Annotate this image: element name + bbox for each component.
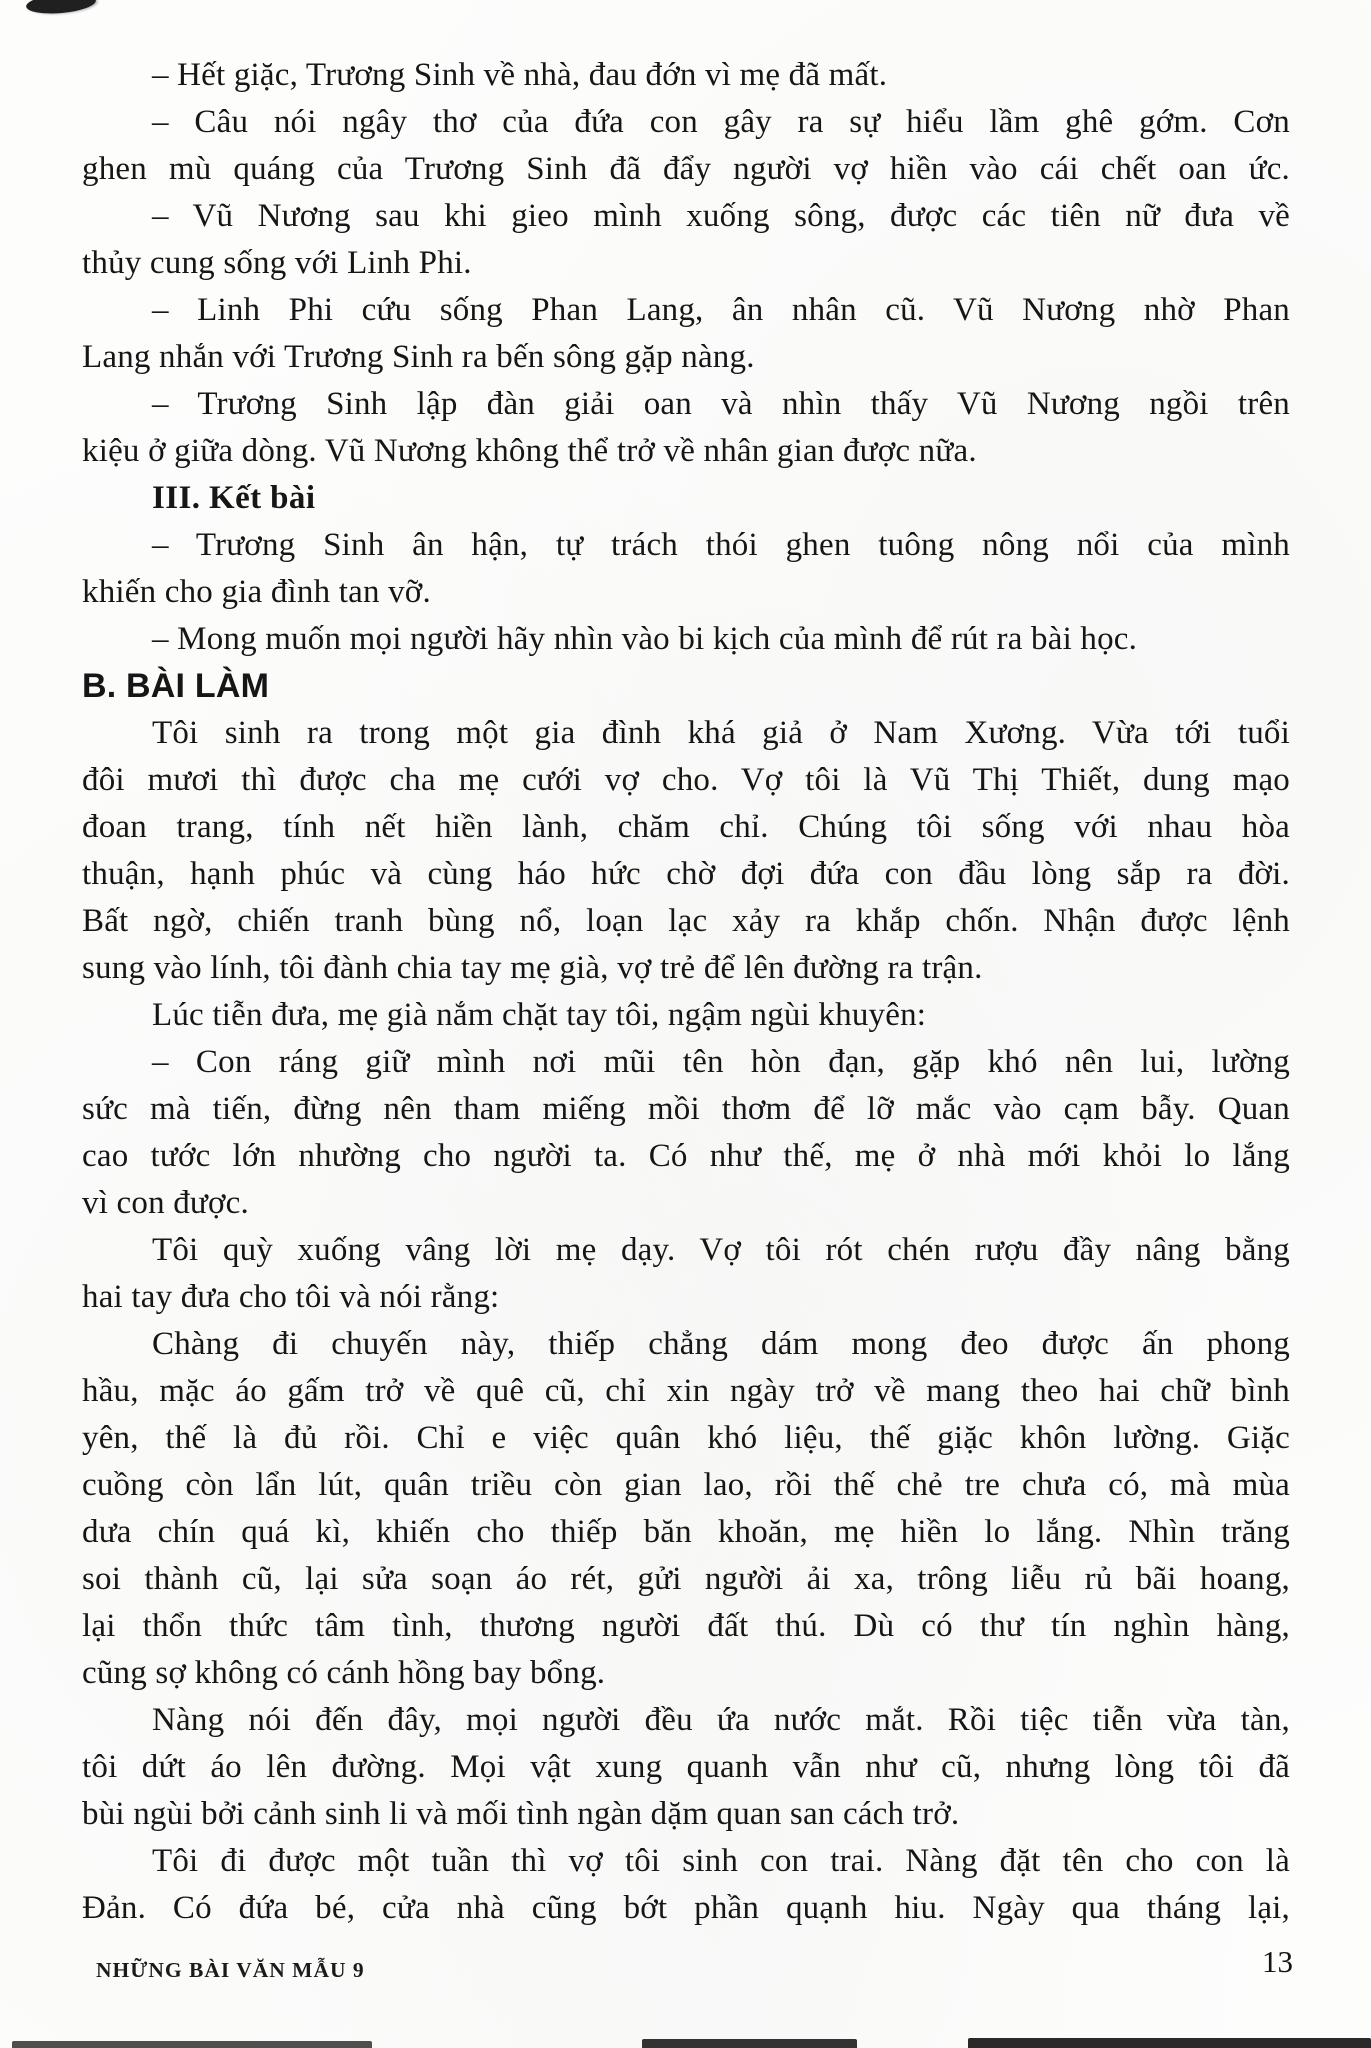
text-line: Chàng đi chuyến này, thiếp chẳng dám mong đeo được ấn phong [152, 1326, 1290, 1362]
page-body-text [82, 52, 1290, 1932]
section-heading: B. BÀI LÀM [82, 667, 270, 705]
text-line: lại thổn thức tâm tình, thương người đất thú. Dù có thư tín nghìn hàng, [82, 1608, 1290, 1644]
text-line: vì con được. [82, 1185, 249, 1221]
text-line: khiến cho gia đình tan vỡ. [82, 574, 431, 610]
section-heading: III. Kết bài [152, 480, 316, 516]
text-line: – Trương Sinh ân hận, tự trách thói ghen tuông nông nổi của mình [152, 527, 1290, 563]
text-line: thuận, hạnh phúc và cùng háo hức chờ đợi đứa con đầu lòng sắp ra đời. [82, 856, 1290, 892]
text-line: đoan trang, tính nết hiền lành, chăm chỉ. Chúng tôi sống với nhau hòa [82, 809, 1290, 845]
text-line: – Mong muốn mọi người hãy nhìn vào bi kịch của mình để rút ra bài học. [152, 621, 1138, 657]
text-line: Nàng nói đến đây, mọi người đều ứa nước mắt. Rồi tiệc tiễn vừa tàn, [152, 1702, 1290, 1738]
text-line: Bất ngờ, chiến tranh bùng nổ, loạn lạc xảy ra khắp chốn. Nhận được lệnh [82, 903, 1290, 939]
text-line: – Vũ Nương sau khi gieo mình xuống sông, được các tiên nữ đưa về [152, 198, 1290, 234]
text-line: tôi dứt áo lên đường. Mọi vật xung quanh vẫn như cũ, nhưng lòng tôi đã [82, 1749, 1290, 1785]
text-line: sức mà tiến, đừng nên tham miếng mồi thơm để lỡ mắc vào cạm bẫy. Quan [82, 1091, 1290, 1127]
text-line: hai tay đưa cho tôi và nói rằng: [82, 1279, 500, 1315]
text-line: soi thành cũ, lại sửa soạn áo rét, gửi người ải xa, trông liễu rủ bãi hoang, [82, 1561, 1290, 1597]
footer-book-title: NHỮNG BÀI VĂN MẪU 9 [96, 1958, 365, 1982]
text-line: sung vào lính, tôi đành chia tay mẹ già, vợ trẻ để lên đường ra trận. [82, 950, 983, 986]
text-line: kiệu ở giữa dòng. Vũ Nương không thể trở về nhân gian được nữa. [82, 433, 977, 469]
text-line: yên, thế là đủ rồi. Chỉ e việc quân khó liệu, thế giặc khôn lường. Giặc [82, 1420, 1290, 1456]
text-line: – Con ráng giữ mình nơi mũi tên hòn đạn, gặp khó nên lui, lường [152, 1044, 1290, 1080]
text-line: Lúc tiễn đưa, mẹ già nắm chặt tay tôi, ngậm ngùi khuyên: [152, 997, 927, 1033]
text-line: Tôi quỳ xuống vâng lời mẹ dạy. Vợ tôi rót chén rượu đầy nâng bằng [152, 1232, 1290, 1268]
text-line: ghen mù quáng của Trương Sinh đã đẩy người vợ hiền vào cái chết oan ức. [82, 151, 1290, 187]
scan-smudge-artifact [25, 0, 96, 16]
text-line: – Hết giặc, Trương Sinh về nhà, đau đớn vì mẹ đã mất. [152, 57, 888, 93]
text-line: hầu, mặc áo gấm trở về quê cũ, chỉ xin ngày trở về mang theo hai chữ bình [82, 1373, 1290, 1409]
footer-page-number: 13 [1262, 1944, 1293, 1979]
text-line: bùi ngùi bởi cảnh sinh li và mối tình ngàn dặm quan san cách trở. [82, 1796, 960, 1832]
text-line: dưa chín quá kì, khiến cho thiếp băn khoăn, mẹ hiền lo lắng. Nhìn trăng [82, 1514, 1290, 1550]
text-line: thủy cung sống với Linh Phi. [82, 245, 472, 281]
text-line: – Linh Phi cứu sống Phan Lang, ân nhân cũ. Vũ Nương nhờ Phan [152, 292, 1290, 328]
text-line: cũng sợ không có cánh hồng bay bổng. [82, 1655, 606, 1691]
text-line: Lang nhắn với Trương Sinh ra bến sông gặp nàng. [82, 339, 755, 375]
text-line: đôi mươi thì được cha mẹ cưới vợ cho. Vợ tôi là Vũ Thị Thiết, dung mạo [82, 762, 1290, 798]
scan-edge-strip-left [12, 2041, 372, 2048]
text-line: Tôi đi được một tuần thì vợ tôi sinh con trai. Nàng đặt tên cho con là [152, 1843, 1290, 1879]
text-line: Đản. Có đứa bé, cửa nhà cũng bớt phần quạnh hiu. Ngày qua tháng lại, [82, 1890, 1290, 1926]
text-line: Tôi sinh ra trong một gia đình khá giả ở Nam Xương. Vừa tới tuổi [152, 715, 1290, 751]
text-line: – Trương Sinh lập đàn giải oan và nhìn thấy Vũ Nương ngồi trên [152, 386, 1290, 422]
text-line: cao tước lớn nhường cho người ta. Có như thế, mẹ ở nhà mới khỏi lo lắng [82, 1138, 1290, 1174]
scan-edge-strip-middle [642, 2039, 857, 2048]
text-line: – Câu nói ngây thơ của đứa con gây ra sự hiểu lầm ghê gớm. Cơn [152, 104, 1290, 140]
scan-edge-strip-right [968, 2038, 1371, 2048]
text-line: cuồng còn lẩn lút, quân triều còn gian lao, rồi thế chẻ tre chưa có, mà mùa [82, 1467, 1290, 1503]
